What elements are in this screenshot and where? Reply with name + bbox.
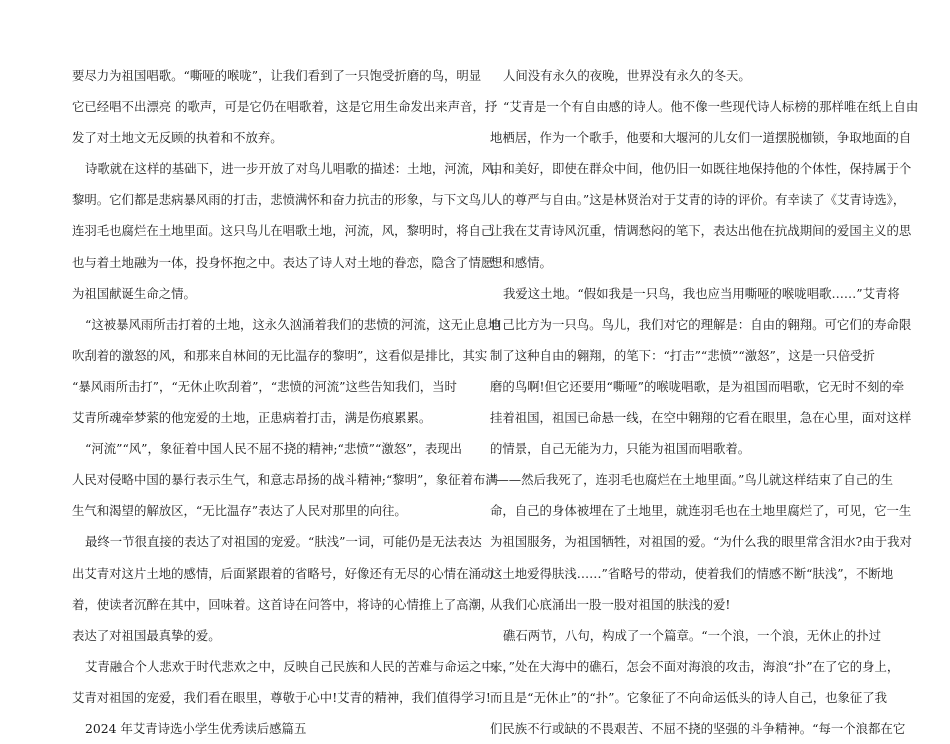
left-column-text-line: 出艾青对这片土地的感情，后面紧跟着的省略号，好像还有无尽的心情在涌动 bbox=[72, 565, 494, 581]
right-column-text-line: 的情景，自己无能为力，只能为祖国而唱歌着。 bbox=[490, 441, 751, 457]
left-column-text-line: 2024 年艾青诗选小学生优秀读后感篇五 bbox=[85, 720, 307, 736]
left-column-text-line: 连羽毛也腐烂在土地里面。这只鸟儿在唱歌土地，河流，风，黎明时，将自己 bbox=[72, 223, 494, 239]
left-column-text-line: 发了对土地文无反顾的执着和不放弃。 bbox=[72, 130, 283, 146]
left-column-text-line: 黎明。它们都是悲病暴风雨的打击，悲愤满怀和奋力抗击的形象，与下文鸟儿 bbox=[72, 192, 494, 208]
left-column-text-line: 为祖国献诞生命之情。 bbox=[72, 285, 196, 301]
right-column-text-line: 挂着祖国，祖国已命悬一线，在空中翱翔的它看在眼里，急在心里，面对这样 bbox=[490, 410, 912, 426]
right-column-text-line: “——然后我死了，连羽毛也腐烂在土地里面。”鸟儿就这样结束了自己的生 bbox=[490, 472, 893, 488]
left-column-text-line: 人民对侵略中国的暴行表示生气，和意志昂扬的战斗精神;“黎明”，象征着布满 bbox=[72, 472, 498, 488]
left-column-text-line: 也与着土地融为一体，投身怀抱之中。表达了诗人对土地的眷恋，隐含了情愿 bbox=[72, 254, 494, 270]
right-column-text-line: 而且是“无休止”的“扑”。它象征了不向命运低头的诗人自己，也象征了我 bbox=[490, 689, 888, 705]
left-column-text-line: 艾青融合个人悲欢于时代悲欢之中，反映自己民族和人民的苦难与命运之中。 bbox=[85, 658, 507, 674]
right-column-text-line: 自己比方为一只鸟。鸟儿，我们对它的理解是：自由的翱翔。可它们的寿命限 bbox=[490, 316, 912, 332]
left-column-text-line: “暴风雨所击打”，“无休止吹刮着”，“悲愤的河流”这些告知我们，当时 bbox=[72, 378, 457, 394]
right-text-column bbox=[490, 60, 919, 744]
left-text-column bbox=[72, 60, 507, 744]
right-column-text-line: 制了这种自由的翱翔，的笔下：“打击”“悲愤”“激怒”，这是一只倍受折 bbox=[490, 347, 875, 363]
right-column-text-line: 为祖国服务，为祖国牺牲，对祖国的爱。“为什么我的眼里常含泪水?由于我对 bbox=[490, 534, 912, 550]
right-column-text-line: 们民族不行或缺的不畏艰苦、不屈不挠的坚强的斗争精神。“每一个浪都在它 bbox=[490, 720, 906, 736]
right-column-text-line: 让我在艾青诗风沉重，情调愁闷的笔下，表达出他在抗战期间的爱国主义的思 bbox=[490, 223, 912, 239]
left-column-text-line: 着，使读者沉醉在其中，回味着。这首诗在问答中，将诗的心情推上了高潮， bbox=[72, 596, 494, 612]
left-column-text-line: 生气和渴望的解放区，“无比温存”表达了人民对那里的向往。 bbox=[72, 503, 407, 519]
right-column-text-line: 我爱这土地。“假如我是一只鸟，我也应当用嘶哑的喉咙唱歌……”艾青将 bbox=[503, 285, 900, 301]
right-column-text-line: 礁石两节，八句，构成了一个篇章。“一个浪，一个浪，无休止的扑过 bbox=[503, 627, 882, 643]
right-column-text-line: 来，”处在大海中的礁石，怎会不面对海浪的攻击，海浪“扑”在了它的身上， bbox=[490, 658, 900, 674]
left-column-text-line: 最终一节很直接的表达了对祖国的宠爱。“肤浅”一词，可能仍是无法表达 bbox=[85, 534, 482, 550]
left-column-text-line: 艾青所魂牵梦萦的他宠爱的土地，正患病着打击，满是伤痕累累。 bbox=[72, 410, 432, 426]
left-column-text-line: 艾青对祖国的宠爱，我们看在眼里，尊敬于心中!艾青的精神，我们值得学习! bbox=[72, 689, 491, 705]
left-column-text-line: 吹刮着的激怒的风，和那来自林间的无比温存的黎明”，这看似是排比，其实 bbox=[72, 347, 488, 363]
right-column-text-line: 人的尊严与自由。”这是林贤治对于艾青的诗的评价。有幸读了《艾青诗选》， bbox=[490, 192, 906, 208]
left-column-text-line: 要尽力为祖国唱歌。“嘶哑的喉咙”，让我们看到了一只饱受折磨的鸟，明显 bbox=[72, 68, 482, 83]
right-column-text-line: 地栖居，作为一个歌手，他要和大堰河的儿女们一道摆脱枷锁，争取地面的自 bbox=[490, 130, 912, 146]
right-column-text-line: 想和感情。 bbox=[490, 254, 552, 270]
right-column-text-line: 由和美好，即使在群众中间，他仍旧一如既往地保持他的个体性，保持属于个 bbox=[490, 161, 912, 177]
right-column-text-line: 命，自己的身体被埋在了土地里，就连羽毛也在土地里腐烂了，可见，它一生 bbox=[490, 503, 912, 519]
right-column-text-line: 从我们心底涌出一股一股对祖国的肤浅的爱! bbox=[490, 596, 731, 612]
left-column-text-line: 它已经唱不出漂亮 的歌声，可是它仍在唱歌着，这是它用生命发出来声音，抒 bbox=[72, 99, 498, 115]
left-column-text-line: 诗歌就在这样的基础下，进一步开放了对鸟儿唱歌的描述：土地，河流，风， bbox=[85, 161, 507, 177]
left-column-text-line: “这被暴风雨所击打着的土地，这永久汹涌着我们的悲愤的河流，这无止息地 bbox=[85, 316, 501, 332]
right-column-text-line: “艾青是一个有自由感的诗人。他不像一些现代诗人标榜的那样唯在纸上自由 bbox=[503, 99, 919, 115]
right-column-text-line: 磨的鸟啊!但它还要用“嘶哑”的喉咙唱歌，是为祖国而唱歌，它无时不刻的牵 bbox=[490, 378, 905, 394]
left-column-text-line: 表达了对祖国最真挚的爱。 bbox=[72, 627, 221, 643]
right-column-text-line: 这土地爱得肤浅……”省略号的带动，使着我们的情感不断“肤浅”，不断地 bbox=[490, 565, 894, 581]
right-column-text-line: 人间没有永久的夜晚，世界没有永久的冬天。 bbox=[503, 68, 751, 83]
left-column-text-line: “河流”“风”，象征着中国人民不屈不挠的精神;“悲愤”“激怒”，表现出 bbox=[85, 441, 463, 457]
